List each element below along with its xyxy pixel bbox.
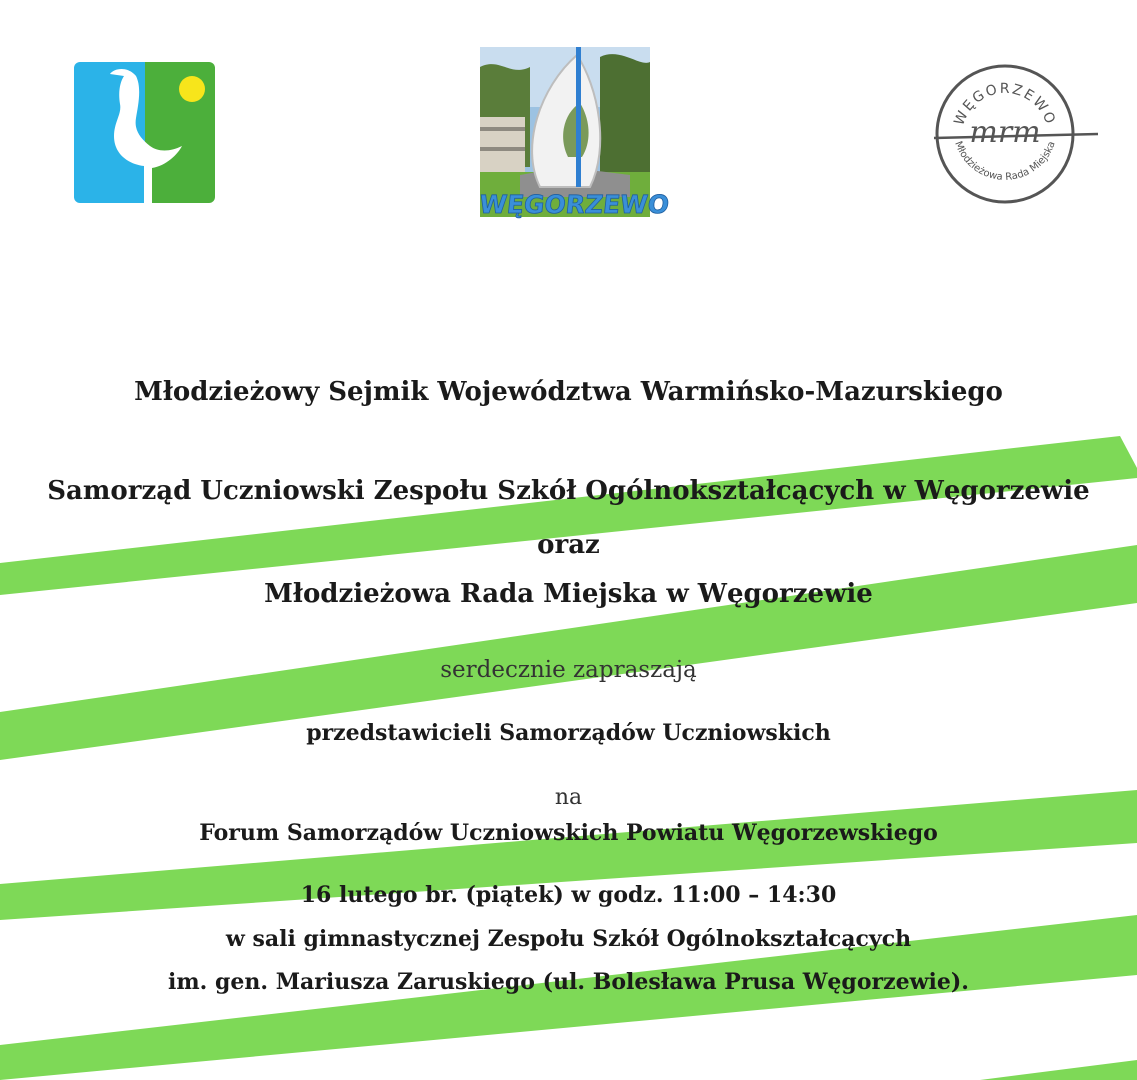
green-stripe-5 bbox=[980, 1060, 1137, 1080]
venue-line-2: im. gen. Mariusza Zaruskiego (ul. Bolesława Prusa Węgorzewie). bbox=[168, 969, 969, 995]
organizer-2-heading: Samorząd Uczniowski Zespołu Szkół Ogólnokształcących w Węgorzewie bbox=[47, 476, 1090, 506]
organizer-3-heading: Młodzieżowa Rada Miejska w Węgorzewie bbox=[264, 579, 873, 609]
heron-logo bbox=[74, 62, 215, 203]
preposition-text: na bbox=[554, 785, 583, 810]
sign-text: WĘGORZEWO bbox=[477, 190, 671, 219]
sun-icon bbox=[179, 76, 205, 102]
event-date-time: 16 lutego br. (piątek) w godz. 11:00 – 14:30 bbox=[300, 882, 837, 908]
wegorzewo-sign-photo bbox=[477, 47, 671, 219]
stamp-caption-text: Młodzieżowa Rada Miejska bbox=[952, 139, 1058, 183]
audience-text: przedstawicieli Samorządów Uczniowskich bbox=[306, 720, 831, 746]
invite-phrase: serdecznie zapraszają bbox=[440, 657, 697, 683]
mrm-stamp-logo bbox=[932, 64, 1102, 206]
event-name: Forum Samorządów Uczniowskich Powiatu Węgorzewskiego bbox=[199, 820, 938, 846]
conjunction-text: oraz bbox=[537, 530, 600, 560]
venue-line-1: w sali gimnastycznej Zespołu Szkół Ogólnokształcących bbox=[225, 926, 912, 952]
stamp-mark-text: mrm bbox=[969, 115, 1041, 150]
organizer-1-heading: Młodzieżowy Sejmik Województwa Warmińsko-Mazurskiego bbox=[134, 377, 1003, 407]
stamp-ring-text: WĘGORZEWO bbox=[951, 80, 1059, 128]
